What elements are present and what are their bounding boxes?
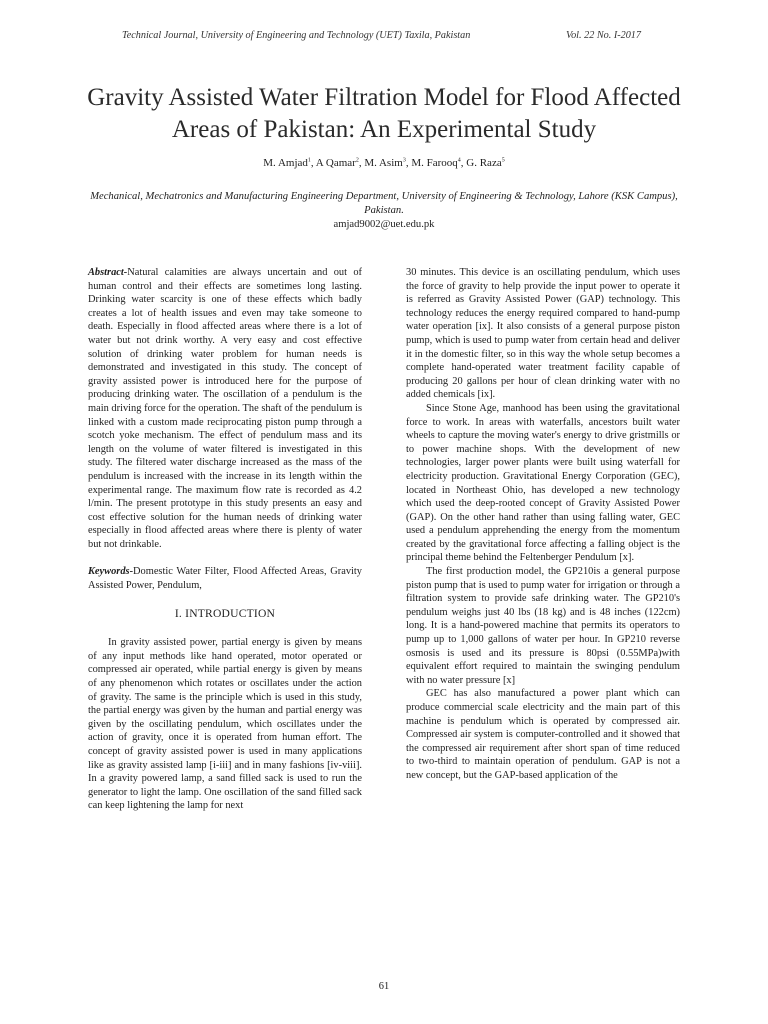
author: A Qamar$^2$, — [315, 157, 365, 169]
affiliation: Mechanical, Mechatronics and Manufacturing Engineering Department, University of Engineering & Technology, Lahore (KSK Campus), Pakistan. — [90, 191, 678, 216]
author: M. Amjad$^1$, — [263, 157, 316, 169]
author: M. Farooq$^4$, — [411, 157, 467, 169]
keywords-label: Keywords- — [88, 566, 134, 578]
body-paragraph: GEC has also manufactured a power plant which can produce commercial scale electricity and the main part of this machine is pendulum which is operated by compressed air. Compressed air system is computer-controlled and it showed that the compressed air requirement after short span of time reduced to two-third to maintain operation of pendulum. GAP is not a new concept, but the GAP-based application of the — [406, 688, 680, 781]
page-number: 61 — [378, 981, 390, 992]
abstract-text: Natural calamities are always uncertain and out of human control and their effects are sometimes long lasting. Drinking water scarcity is one of these effects which badly creates a lot of health issues and even may take someone to death. Especially in flood affected areas where there is a lot of water but not drink worthy. A very easy and cost effective solution of drinking water problem for human needs is demonstrated and investigated in this study. The concept of gravity assisted power is introduced here for the purpose of producing drinking water. The oscillation of a pendulum is the main driving force for the operation. The shaft of the pendulum is linked with a custom made reciprocating piston pump through a scotch yoke mechanism. The effect of pendulum mass and its length on the volume of water filtered is investigated in this study. The filtered water discharge increased as the mass of the pendulum is increased with the increase in its length within the experimental range. The maximum flow rate is recorded as 4.2 l/min. The present prototype in this study presents an easy and cost effective solution for the human needs of drinking water especially in flood affected areas where there is plenty of water but not drinkable. — [88, 267, 362, 550]
body-paragraph: The first production model, the GP210is a general purpose piston pump that is used to pump water for irrigation or through a filtration system to provide safe drinking water. The GP210's pendulum weighs just 40 lbs (18 kg) and is 48 inches (122cm) long. It is a hand-powered machine that permits its operators to pump up to 1,000 gallons of water per hour. In GP210 reverse osmosis is used and its pressure is 80psi (0.55MPa)with equivalent effort required to maintain the swinging pendulum with no water pressure [x] — [406, 566, 680, 686]
keywords — [88, 565, 362, 592]
right-column — [406, 266, 680, 783]
author: G. Raza$^5$ — [466, 157, 505, 169]
section-heading: I. INTRODUCTION — [174, 606, 276, 620]
keywords-text: Domestic Water Filter, Flood Affected Areas, Gravity Assisted Power, Pendulum, — [88, 566, 362, 592]
abstract-label: Abstract- — [88, 267, 128, 278]
body-paragraph: Since Stone Age, manhood has been using the gravitational force to work. In areas with waterfalls, ancestors built water wheels to capture the moving water's energy to drive gristmills or to power machine shops. With the development of new technologies, larger power plants were built using waterfall for electricity production. Gravitational Energy Corporation (GEC), located in Northeast Ohio, has developed a new technology which used the deep-rooted concept of Gravity Assisted Power (GAP). On the other hand rather than using falling water, GEC used a pendulum apprehending the energy from the momentum created by the gravitational force affecting a falling object is the principal theme behind the Feltenberger Pendulum [x]. — [406, 402, 680, 564]
abstract — [88, 266, 362, 551]
journal-name: Technical Journal, University of Engineering and Technology (UET) Taxila, Pakistan — [122, 30, 471, 41]
author: M. Asim$^3$, — [364, 157, 412, 169]
contact-email: amjad9002@uet.edu.pk — [333, 219, 435, 230]
paper-title: Gravity Assisted Water Filtration Model for Flood Affected Areas of Pakistan: An Experimental Study — [87, 84, 681, 143]
author-list — [0, 157, 768, 169]
left-column — [88, 266, 362, 813]
body-paragraph: 30 minutes. This device is an oscillating pendulum, which uses the force of gravity to help provide the input power to operate it is referred as Gravity Assisted Power (GAP) technology. This technology reduces the energy required compared to hand-pump water operation [ix]. It also consists of a general purpose piston pump, which is used to pump water from certain head and deliver it in the domestic filter, so in this way the whole setup becomes a complete hand-operated water treatment facility capable of producing 20 gallons per hour of clean drinking water with no added chemicals [ix]. — [406, 267, 680, 401]
body-paragraph: In gravity assisted power, partial energy is given by means of any input methods like hand operated, motor operated or compressed air operated, while partial energy is given by means of any phenomenon which rotates or oscillates under the action of gravity. The same is the principle which is used in this study, the partial energy was given by the human and partial energy was given by the oscillating pendulum, which oscillates under the action of gravity, once it is operated from human effort. The concept of gravity assisted power is used in many applications like as gravity assisted lamp [i-iii] and in many fashions [iv-viii]. In a gravity powered lamp, a sand filled sack is used to run the generator to light the lamp. One oscillation of the sand filled sack can keep lightening the lamp for next — [88, 637, 362, 812]
volume-info: Vol. 22 No. I-2017 — [566, 30, 641, 41]
